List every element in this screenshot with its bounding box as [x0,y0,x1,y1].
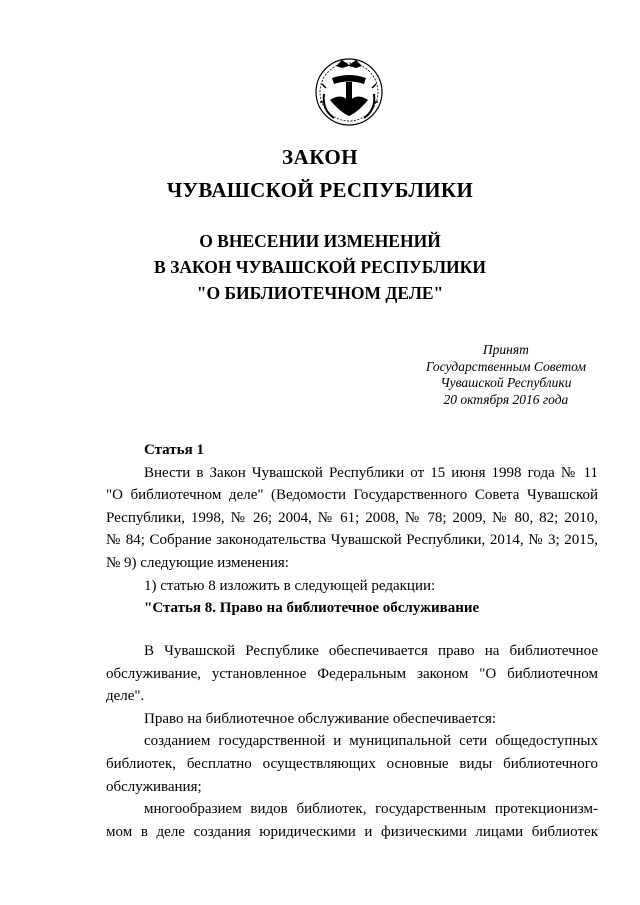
article-8-p2: Право на библиотечное обслуживание обеспечивается: [144,710,497,727]
article-8-p3-line: библиотек, бесплатно осуществляющих основные виды библиотечного [106,755,598,772]
article-1-intro-line: Внести в Закон Чувашской Республики от 15 июня 1998 года № 11 [144,464,598,481]
article-8-p1-line: деле". [106,688,145,705]
article-1-intro-line: Республики, 1998, № 26; 2004, № 61; 2008, № 78; 2009, № 80, 82; 2010, [106,509,598,526]
article-8-p3-line: обслуживания; [106,778,202,795]
article-1-intro-line: "О библиотечном деле" (Ведомости Государственного Совета Чувашской [106,487,598,504]
coat-of-arms-emblem [312,54,386,128]
adoption-line-2: Государственным Советом [425,358,586,374]
article-8-p4-line: мом в деле создания юридическими и физическими лицами библиотек [106,823,598,840]
article-8-p3-line: созданием государственной и муниципальной сети общедоступных [144,733,598,750]
subtitle-line-2: В ЗАКОН ЧУВАШСКОЙ РЕСПУБЛИКИ [154,257,486,277]
article-1-heading: Статья 1 [144,442,204,458]
article-1-section [106,439,598,620]
article-8-text [106,640,598,843]
article-1-intro-line: № 9) следующие изменения: [106,554,289,571]
law-subject-title: ЧУВАШСКОЙ РЕСПУБЛИКИ [166,178,474,202]
adoption-note [426,342,586,408]
subtitle-line-1: О ВНЕСЕНИИ ИЗМЕНЕНИЙ [199,231,441,251]
article-1-intro-line: № 84; Собрание законодательства Чувашской Республики, 2014, № 3; 2015, [106,532,598,549]
law-title: ЗАКОН [281,145,359,169]
subtitle-line-3: "О БИБЛИОТЕЧНОМ ДЕЛЕ" [196,283,444,303]
adoption-line-1: Принят [482,342,529,357]
article-8-p1-line: обслуживание, установленное Федеральным законом "О библиотечном [106,665,598,682]
article-8-p4-line: многообразием видов библиотек, государственным протекционизм- [144,801,598,818]
adoption-line-3: Чувашской Республики [440,375,572,390]
article-8-p1-line: В Чувашской Республике обеспечивается право на библиотечное [144,643,598,659]
adoption-line-4: 20 октября 2016 года [443,391,569,407]
amendment-item-1: 1) статью 8 изложить в следующей редакции: [144,577,436,594]
quoted-article-8-heading: "Статья 8. Право на библиотечное обслуживание [144,600,480,617]
